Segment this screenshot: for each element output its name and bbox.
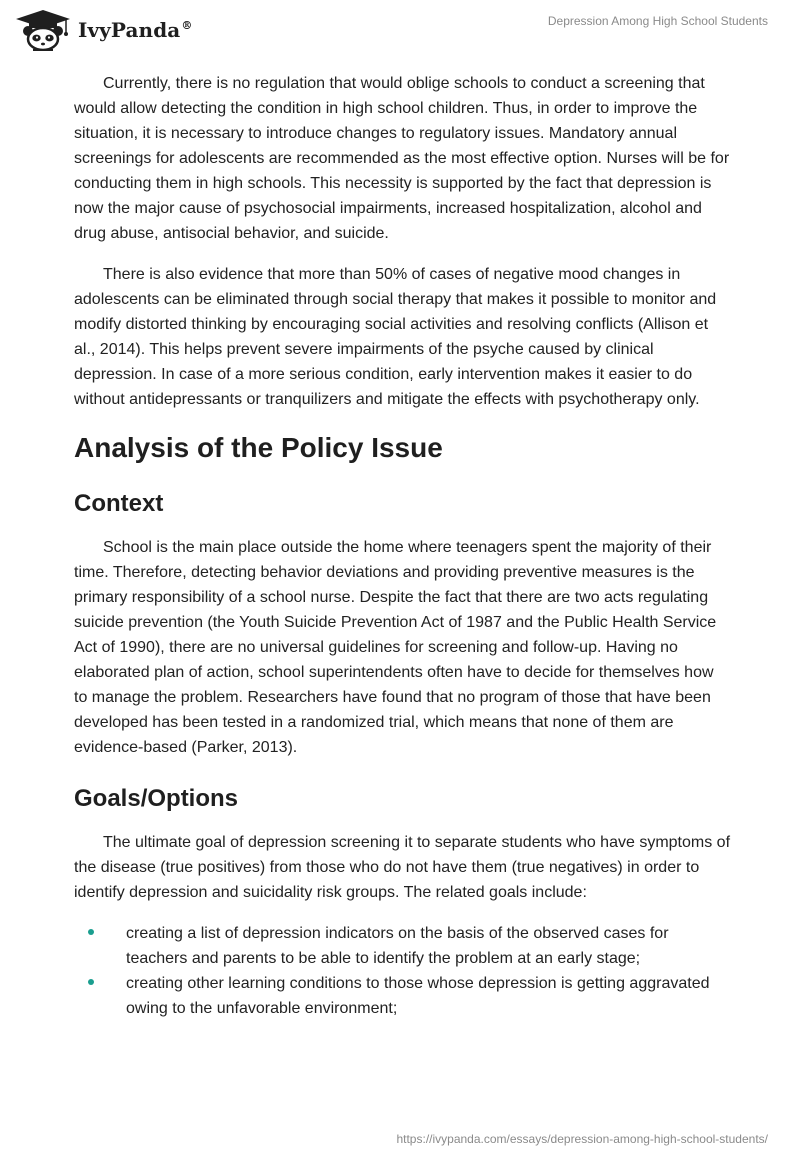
goals-heading: Goals/Options — [74, 785, 239, 812]
paragraph-evidence: There is also evidence that more than 50% of cases of negative mood changes in adolescents can be eliminated through social therapy that makes it possible to monitor and modify distorted thinking by encouraging social activities and resolving conflicts (Allison et al., 2014). This helps prevent severe impairments of the psyche caused by clinical depression. In case of a more serious condition, early intervention makes it easier to do without antidepressants or tranquilizers and mitigate the effects with psychotherapy only. — [74, 266, 717, 408]
goals-list — [74, 921, 730, 1021]
brand-name: IvyPanda® — [78, 18, 193, 42]
list-item-text: creating other learning conditions to those whose depression is getting aggravated owing to the unfavorable environment; — [126, 975, 710, 1017]
list-item — [74, 971, 730, 1021]
bullet-dot-icon — [88, 979, 94, 985]
bullet-dot-icon — [88, 929, 94, 935]
source-url[interactable]: https://ivypanda.com/essays/depression-among-high-school-students/ — [396, 1132, 768, 1146]
context-heading: Context — [74, 490, 164, 517]
goals-paragraph: The ultimate goal of depression screening it to separate students who have symptoms of the disease (true positives) from those who do not have them (true negatives) in order to identify depression and suicidality risk groups. The related goals include: — [74, 834, 731, 901]
section-title: Analysis of the Policy Issue — [74, 432, 443, 463]
brand-logo[interactable] — [14, 9, 192, 51]
registered-mark: ® — [181, 19, 193, 33]
context-paragraph: School is the main place outside the home where teenagers spent the majority of their time. Therefore, detecting behavior deviations and providing preventive measures is the primary responsibility of a school nurse. Despite the fact that there are two acts regulating suicide prevention (the Youth Suicide Prevention Act of 1987 and the Public Health Service Act of 1990), there are no universal guidelines for screening and follow-up. Having no elaborated plan of action, school superintendents often have to decide for themselves how to manage the problem. Researchers have found that no program of those that have been developed has been tested in a randomized trial, which means that none of them are evidence-based (Parker, 2013). — [74, 539, 717, 756]
document-title: Depression Among High School Students — [547, 14, 768, 28]
essay-content — [74, 71, 730, 1021]
paragraph-regulation: Currently, there is no regulation that would oblige schools to conduct a screening that would allow detecting the condition in high school children. Thus, in order to improve the situation, it is necessary to introduce changes to regulatory issues. Mandatory annual screenings for adolescents are recommended as the most effective option. Nurses will be for conducting them in high schools. This necessity is supported by the fact that depression is now the major cause of psychosocial impairments, increased hospitalization, alcohol and drug abuse, antisocial behavior, and suicide. — [74, 75, 730, 242]
panda-logo-icon — [14, 9, 72, 51]
list-item-text: creating a list of depression indicators on the basis of the observed cases for teachers and parents to be able to identify the problem at an early stage; — [126, 925, 669, 967]
page-header — [0, 0, 800, 60]
list-item — [74, 921, 730, 971]
